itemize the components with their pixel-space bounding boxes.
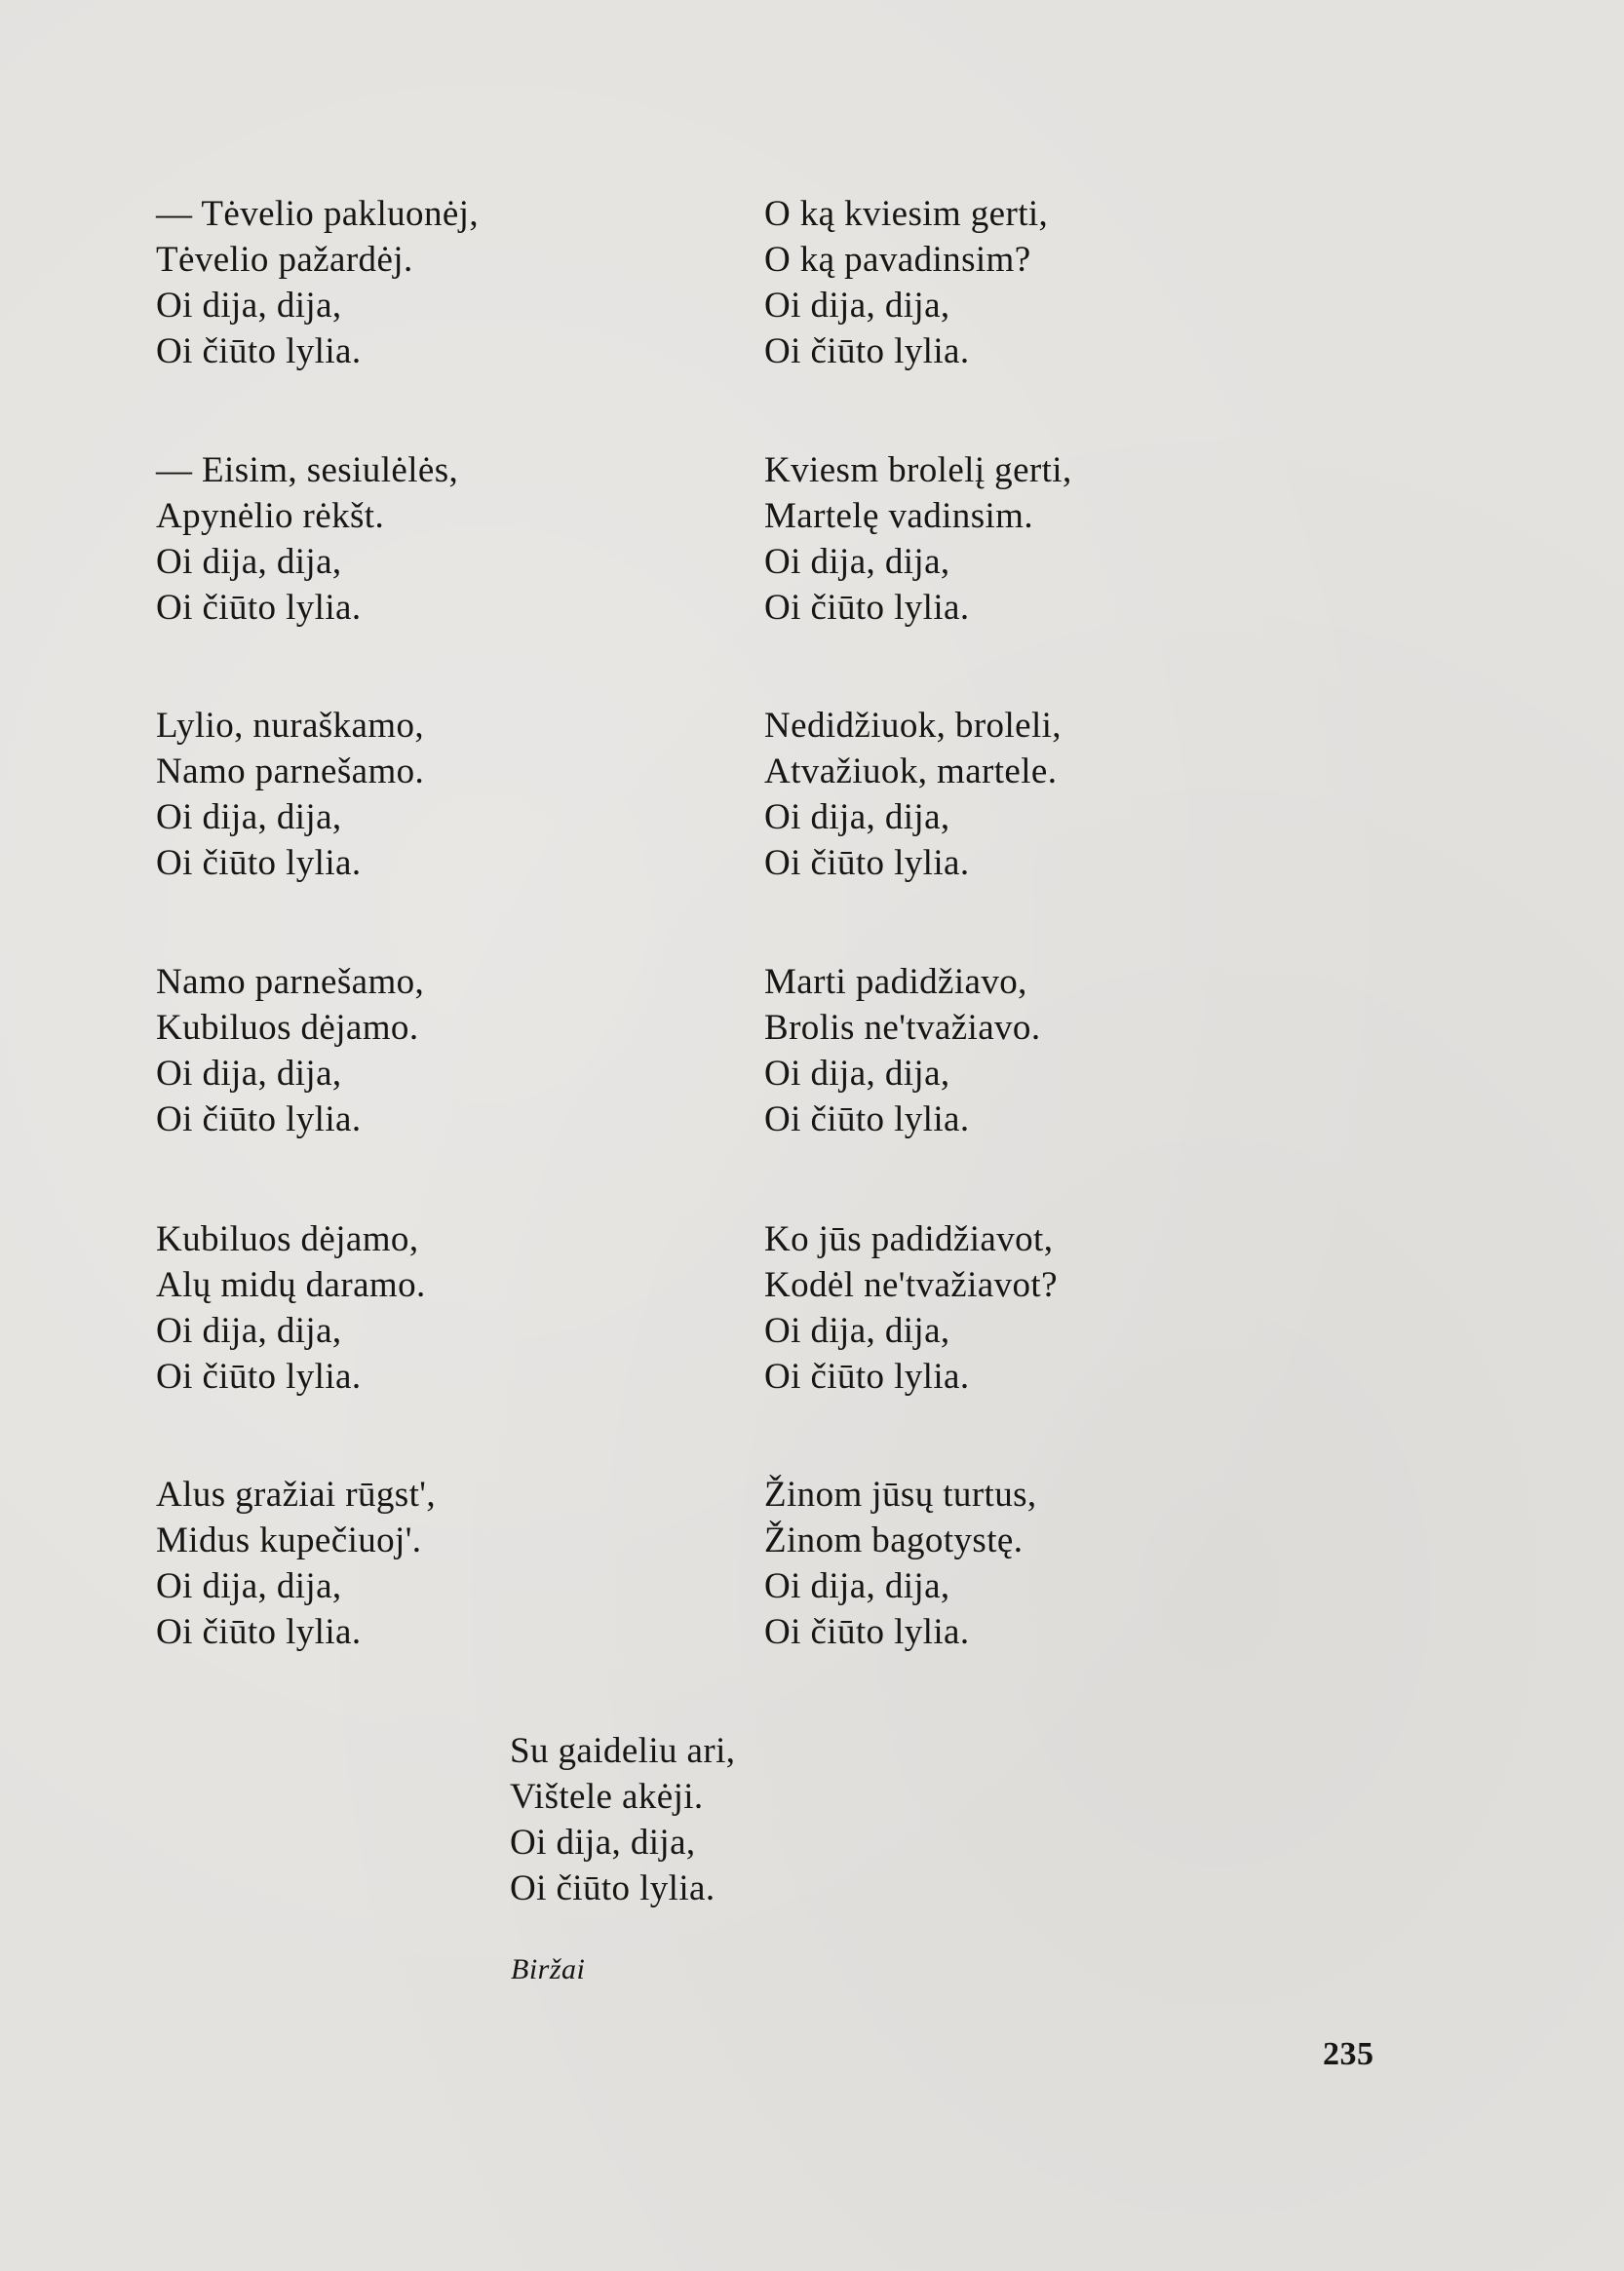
verse-line: Oi dija, dija, [156, 1566, 342, 1606]
verse-line: Oi čiūto lylia. [156, 1099, 362, 1139]
verse-line: Lylio, nuraškamo, [156, 706, 425, 746]
stanza [764, 959, 1349, 1142]
verse-line: Namo parnešamo, [156, 962, 425, 1002]
verse-line: Oi čiūto lylia. [764, 843, 970, 883]
verse-line: Oi čiūto lylia. [764, 331, 970, 371]
verse-line: Oi čiūto lylia. [156, 331, 362, 371]
verse-line: Marti padidžiavo, [764, 962, 1027, 1002]
verse-line: Kodėl ne'tvažiavot? [764, 1265, 1058, 1305]
verse-line: Oi dija, dija, [156, 1054, 342, 1094]
verse-line: Oi čiūto lylia. [156, 843, 362, 883]
verse-line: Oi dija, dija, [156, 542, 342, 582]
verse-line: Oi čiūto lylia. [156, 1612, 362, 1652]
verse-line: Oi dija, dija, [510, 1823, 696, 1863]
stanza [764, 1216, 1349, 1400]
verse-line: Oi dija, dija, [764, 1566, 950, 1606]
verse-line: O ką kviesim gerti, [764, 194, 1049, 234]
stanza [156, 191, 741, 374]
verse-line: Kubiluos dėjamo, [156, 1219, 419, 1259]
verse-line: Oi čiūto lylia. [156, 588, 362, 628]
verse-line: Oi dija, dija, [764, 1054, 950, 1094]
verse-line: Oi dija, dija, [764, 542, 950, 582]
verse-line: Oi dija, dija, [764, 1311, 950, 1351]
verse-line: Oi čiūto lylia. [764, 1612, 970, 1652]
verse-line: Su gaideliu ari, [510, 1731, 736, 1771]
verse-line: Nedidžiuok, broleli, [764, 706, 1062, 746]
verse-line: — Eisim, sesiulėlės, [156, 450, 459, 490]
verse-line: Alų midų daramo. [156, 1265, 426, 1305]
stanza [764, 191, 1349, 374]
stanza [156, 703, 741, 886]
verse-line: Žinom bagotystę. [764, 1520, 1024, 1560]
verse-line: Brolis ne'tvažiavo. [764, 1008, 1041, 1048]
verse-line: Oi dija, dija, [156, 797, 342, 837]
verse-line: Ko jūs padidžiavot, [764, 1219, 1054, 1259]
verse-line: Vištele akėji. [510, 1777, 704, 1817]
verse-line: Oi čiūto lylia. [764, 1099, 970, 1139]
final-stanza [510, 1728, 1095, 1911]
verse-line: Namo parnešamo. [156, 751, 425, 791]
stanza [156, 1472, 741, 1655]
verse-line: Oi čiūto lylia. [156, 1357, 362, 1397]
verse-line: Oi dija, dija, [156, 1311, 342, 1351]
verse-line: Oi dija, dija, [764, 797, 950, 837]
verse-line: O ką pavadinsim? [764, 240, 1031, 280]
verse-line: Oi čiūto lylia. [764, 1357, 970, 1397]
verse-line: Oi čiūto lylia. [764, 588, 970, 628]
verse-line: Atvažiuok, martele. [764, 751, 1058, 791]
verse-line: Midus kupečiuoj'. [156, 1520, 422, 1560]
stanza [156, 1216, 741, 1400]
verse-line: Apynėlio rėkšt. [156, 496, 385, 536]
verse-line: Martelę vadinsim. [764, 496, 1034, 536]
verse-line: Kubiluos dėjamo. [156, 1008, 419, 1048]
page-number: 235 [1323, 2036, 1374, 2072]
verse-line: Kviesm brolelį gerti, [764, 450, 1072, 490]
stanza [156, 447, 741, 631]
stanza [156, 959, 741, 1142]
verse-line: Oi dija, dija, [764, 286, 950, 326]
verse-line: Oi čiūto lylia. [510, 1868, 715, 1908]
verse-line: Tėvelio pažardėj. [156, 240, 413, 280]
stanza [764, 1472, 1349, 1655]
verse-line: Oi dija, dija, [156, 286, 342, 326]
stanza [764, 703, 1349, 886]
verse-line: Alus gražiai rūgst', [156, 1475, 436, 1515]
place-attribution: Biržai [511, 1953, 586, 1985]
stanza [764, 447, 1349, 631]
verse-line: — Tėvelio pakluonėj, [156, 194, 479, 234]
verse-line: Žinom jūsų turtus, [764, 1475, 1037, 1515]
